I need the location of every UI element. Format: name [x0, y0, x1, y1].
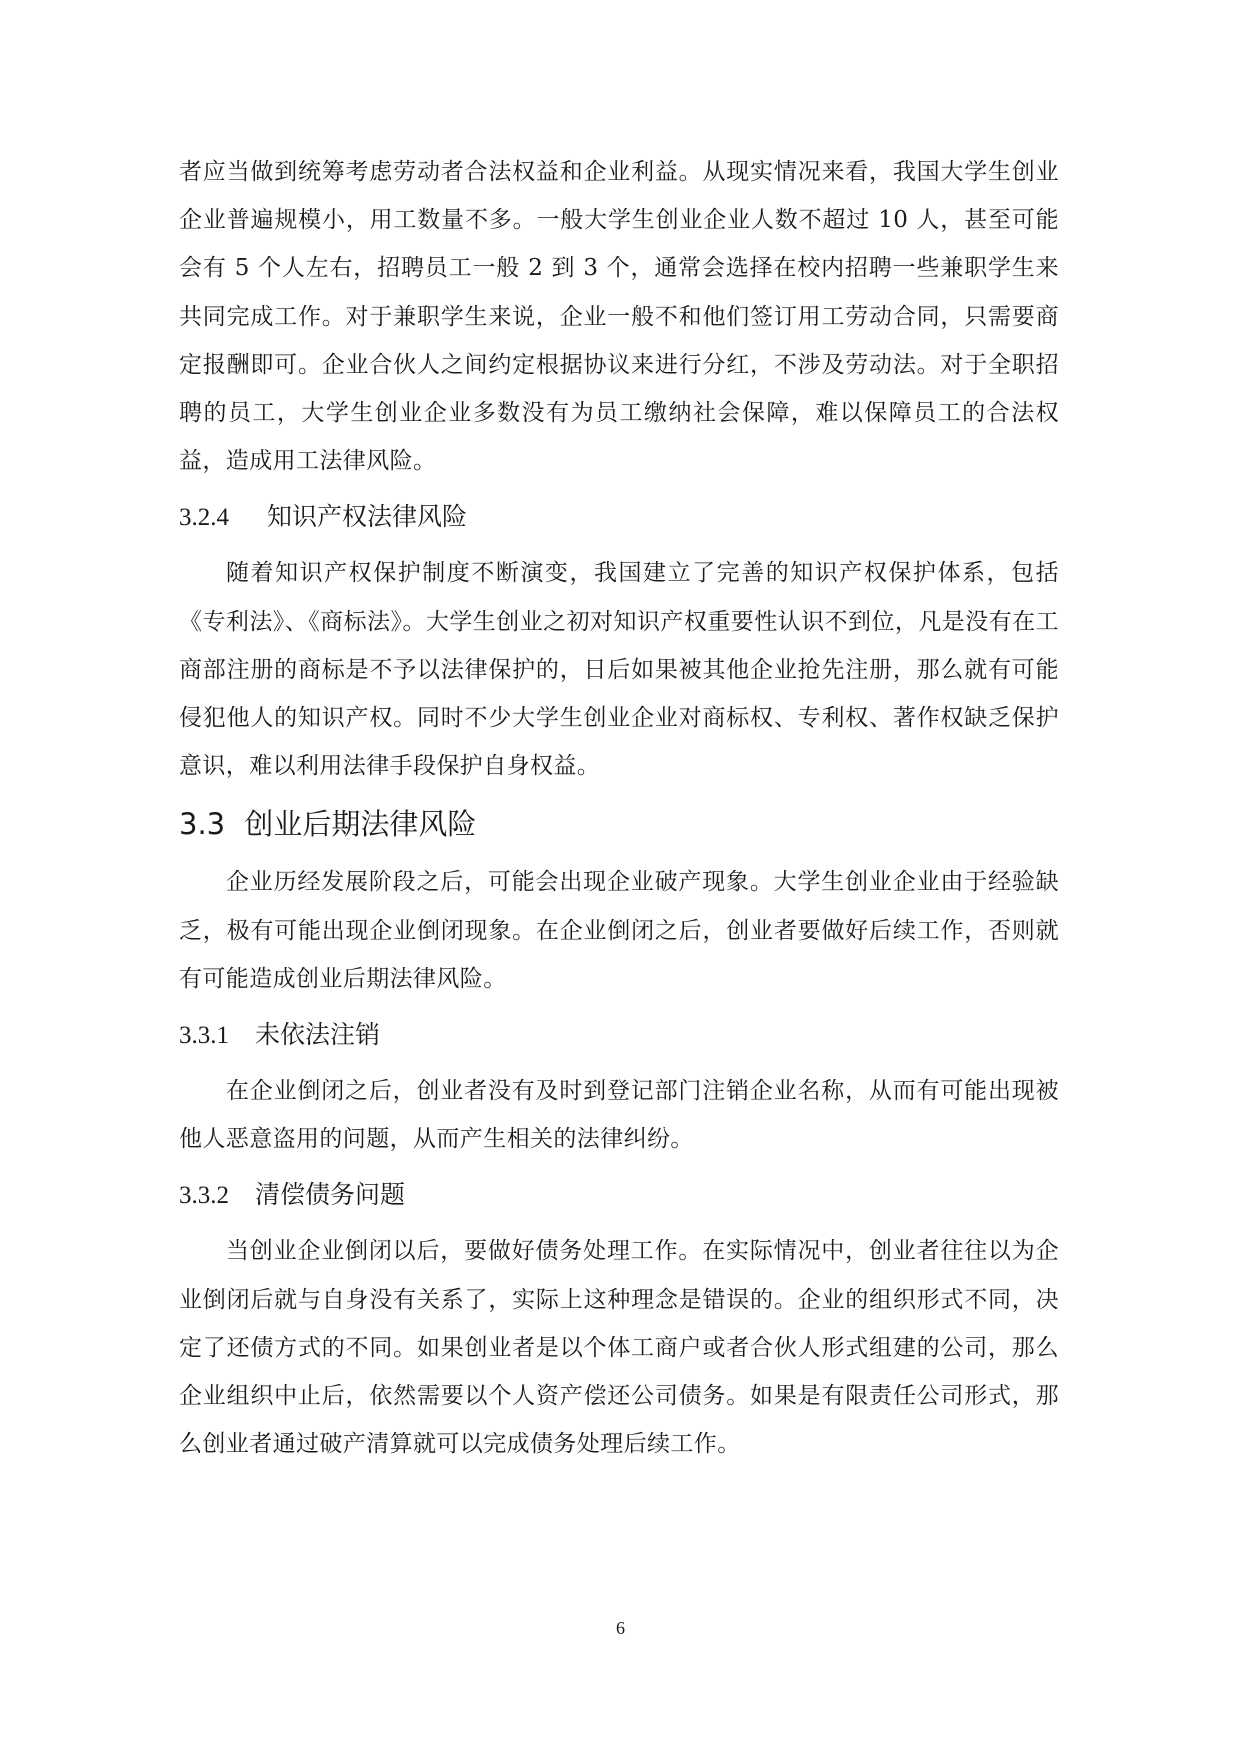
- page-body: [179, 148, 1059, 1468]
- heading-title: 清偿债务问题: [254, 1180, 405, 1210]
- heading-title: 创业后期法律风险: [244, 807, 477, 842]
- paragraph-labor-risk: 者应当做到统筹考虑劳动者合法权益和企业利益。从现实情况来看，我国大学生创业企业普遍规模小，用工数量不多。一般大学生创业企业人数不超过 10 人，甚至可能会有 5 个人左右，招聘员工一般 2 到 3 个，通常会选择在校内招聘一些兼职学生来共同完成工作。对于兼职学生来说，企业一般不和他们签订用工劳动合同，只需要商定报酬即可。企业合伙人之间约定根据协议来进行分红，不涉及劳动法。对于全职招聘的员工，大学生创业企业多数没有为员工缴纳社会保障，难以保障员工的合法权益，造成用工法律风险。: [179, 159, 1059, 475]
- paragraph-ip-risk: 随着知识产权保护制度不断演变，我国建立了完善的知识产权保护体系，包括《专利法》、《商标法》。大学生创业之初对知识产权重要性认识不到位，凡是没有在工商部注册的商标是不予以法律保护的，日后如果被其他企业抢先注册，那么就有可能侵犯他人的知识产权。同时不少大学生创业企业对商标权、专利权、著作权缺乏保护意识，难以利用法律手段保护自身权益。: [179, 560, 1059, 780]
- heading-3-2-4: [179, 489, 1059, 545]
- paragraph-debt-repayment: 当创业企业倒闭以后，要做好债务处理工作。在实际情况中，创业者往往以为企业倒闭后就与自身没有关系了，实际上这种理念是错误的。企业的组织形式不同，决定了还债方式的不同。如果创业者是以个体工商户或者合伙人形式组建的公司，那么企业组织中止后，依然需要以个人资产偿还公司债务。如果是有限责任公司形式，那么创业者通过破产清算就可以完成债务处理后续工作。: [179, 1238, 1059, 1458]
- heading-3-3-1: [179, 1007, 1059, 1063]
- paragraph-deregistration: 在企业倒闭之后，创业者没有及时到登记部门注销企业名称，从而有可能出现被他人恶意盗用的问题，从而产生相关的法律纠纷。: [179, 1078, 1059, 1153]
- heading-3-3-2: [179, 1167, 1059, 1223]
- paragraph-later-stage-risk: 企业历经发展阶段之后，可能会出现企业破产现象。大学生创业企业由于经验缺乏，极有可能出现企业倒闭现象。在企业倒闭之后，创业者要做好后续工作，否则就有可能造成创业后期法律风险。: [179, 869, 1059, 992]
- heading-number: 3.3.1: [179, 1022, 229, 1050]
- heading-3-3: [179, 794, 1059, 854]
- heading-number: 3.2.4: [179, 504, 229, 532]
- heading-number: 3.3.2: [179, 1182, 229, 1210]
- heading-title: 未依法注销: [254, 1020, 380, 1050]
- heading-number: 3.3: [179, 807, 226, 842]
- page-number: 6: [616, 1618, 625, 1638]
- heading-title: 知识产权法律风险: [266, 502, 467, 532]
